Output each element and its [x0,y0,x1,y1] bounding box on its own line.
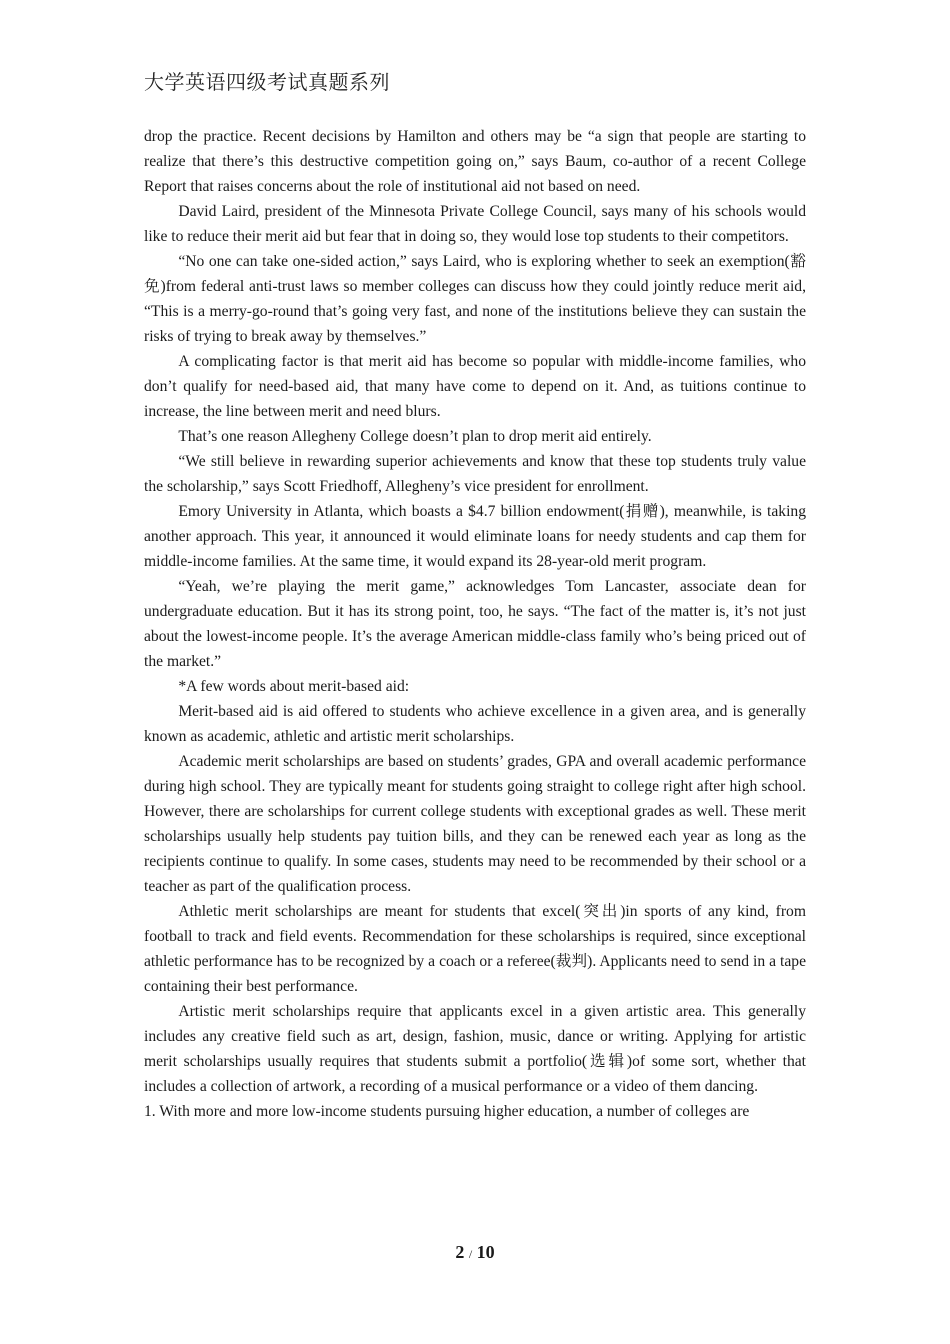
paragraph-artistic-merit: Artistic merit scholarships require that applicants excel in a given artistic area. This generally includes any creative field such as art, design, fashion, music, dance or writing. Applying for artistic merit scholarships usually requires that students submit a portfolio(选辑)of some sort, whether that includes a collection of artwork, a recording of a musical performance or a video of them dancing. [144,1003,806,1095]
paragraph-athletic-merit: Athletic merit scholarships are meant for students that excel(突出)in sports of any kind, from football to track and field events. Recommendation for these scholarships is required, since exceptional athletic performance has to be recognized by a coach or a referee(裁判). Applicants need to send in a tape containing their best performance. [144,903,806,995]
paragraph-laird-intro: David Laird, president of the Minnesota Private College Council, says many of his schools would like to reduce their merit aid but fear that in doing so, they would lose top students to their competitors. [144,203,806,245]
page-separator: / [468,1247,473,1261]
paragraph-lancaster-quote: “Yeah, we’re playing the merit game,” acknowledges Tom Lancaster, associate dean for undergraduate education. But it has its strong point, too, he says. “The fact of the matter is, it’s not just about the lowest-income people. It’s the average American middle-class family who’s being priced out of the market.” [144,578,806,670]
total-pages: 10 [476,1242,495,1262]
question-1: 1. With more and more low-income students pursuing higher education, a number of colleges are [144,1103,750,1120]
page-number [0,1242,950,1263]
note-heading: *A few words about merit-based aid: [178,678,410,695]
article-body [144,124,806,1124]
paragraph-academic-merit: Academic merit scholarships are based on students’ grades, GPA and overall academic performance during high school. They are typically meant for students going straight to college right after high school. However, there are scholarships for current college students with exceptional grades as well. These merit scholarships usually help students pay tuition bills, and they can be renewed each year as long as the recipients continue to qualify. In some cases, students may need to be recommended by their school or a teacher as part of the qualification process. [144,753,806,895]
paragraph-emory: Emory University in Atlanta, which boasts a $4.7 billion endowment(捐赠), meanwhile, is taking another approach. This year, it announced it would eliminate loans for needy students and cap them for middle-income families. At the same time, it would expand its 28-year-old merit program. [144,503,806,570]
paragraph-laird-quote: “No one can take one-sided action,” says Laird, who is exploring whether to seek an exemption(豁免)from federal anti-trust laws so member colleges can discuss how they could jointly reduce merit aid, “This is a merry-go-round that’s going very fast, and none of the institutions believe they can sustain the risks of trying to break away by themselves.” [144,253,806,345]
paragraph-friedhoff-quote: “We still believe in rewarding superior achievements and know that these top students truly value the scholarship,” says Scott Friedhoff, Allegheny’s vice president for enrollment. [144,453,806,495]
paragraph-complicating-factor: A complicating factor is that merit aid has become so popular with middle-income families, who don’t qualify for need-based aid, that many have come to depend on it. And, as tuitions continue to increase, the line between merit and need blurs. [144,353,806,420]
paragraph-allegheny: That’s one reason Allegheny College doesn’t plan to drop merit aid entirely. [178,428,652,445]
paragraph-merit-definition: Merit-based aid is aid offered to students who achieve excellence in a given area, and is generally known as academic, athletic and artistic merit scholarships. [144,703,806,745]
document-header: 大学英语四级考试真题系列 [144,70,390,94]
current-page: 2 [455,1242,465,1262]
paragraph-continuation: drop the practice. Recent decisions by Hamilton and others may be “a sign that people are starting to realize that there’s this destructive competition going on,” says Baum, co-author of a recent College Report that raises concerns about the role of institutional aid not based on need. [144,128,806,195]
